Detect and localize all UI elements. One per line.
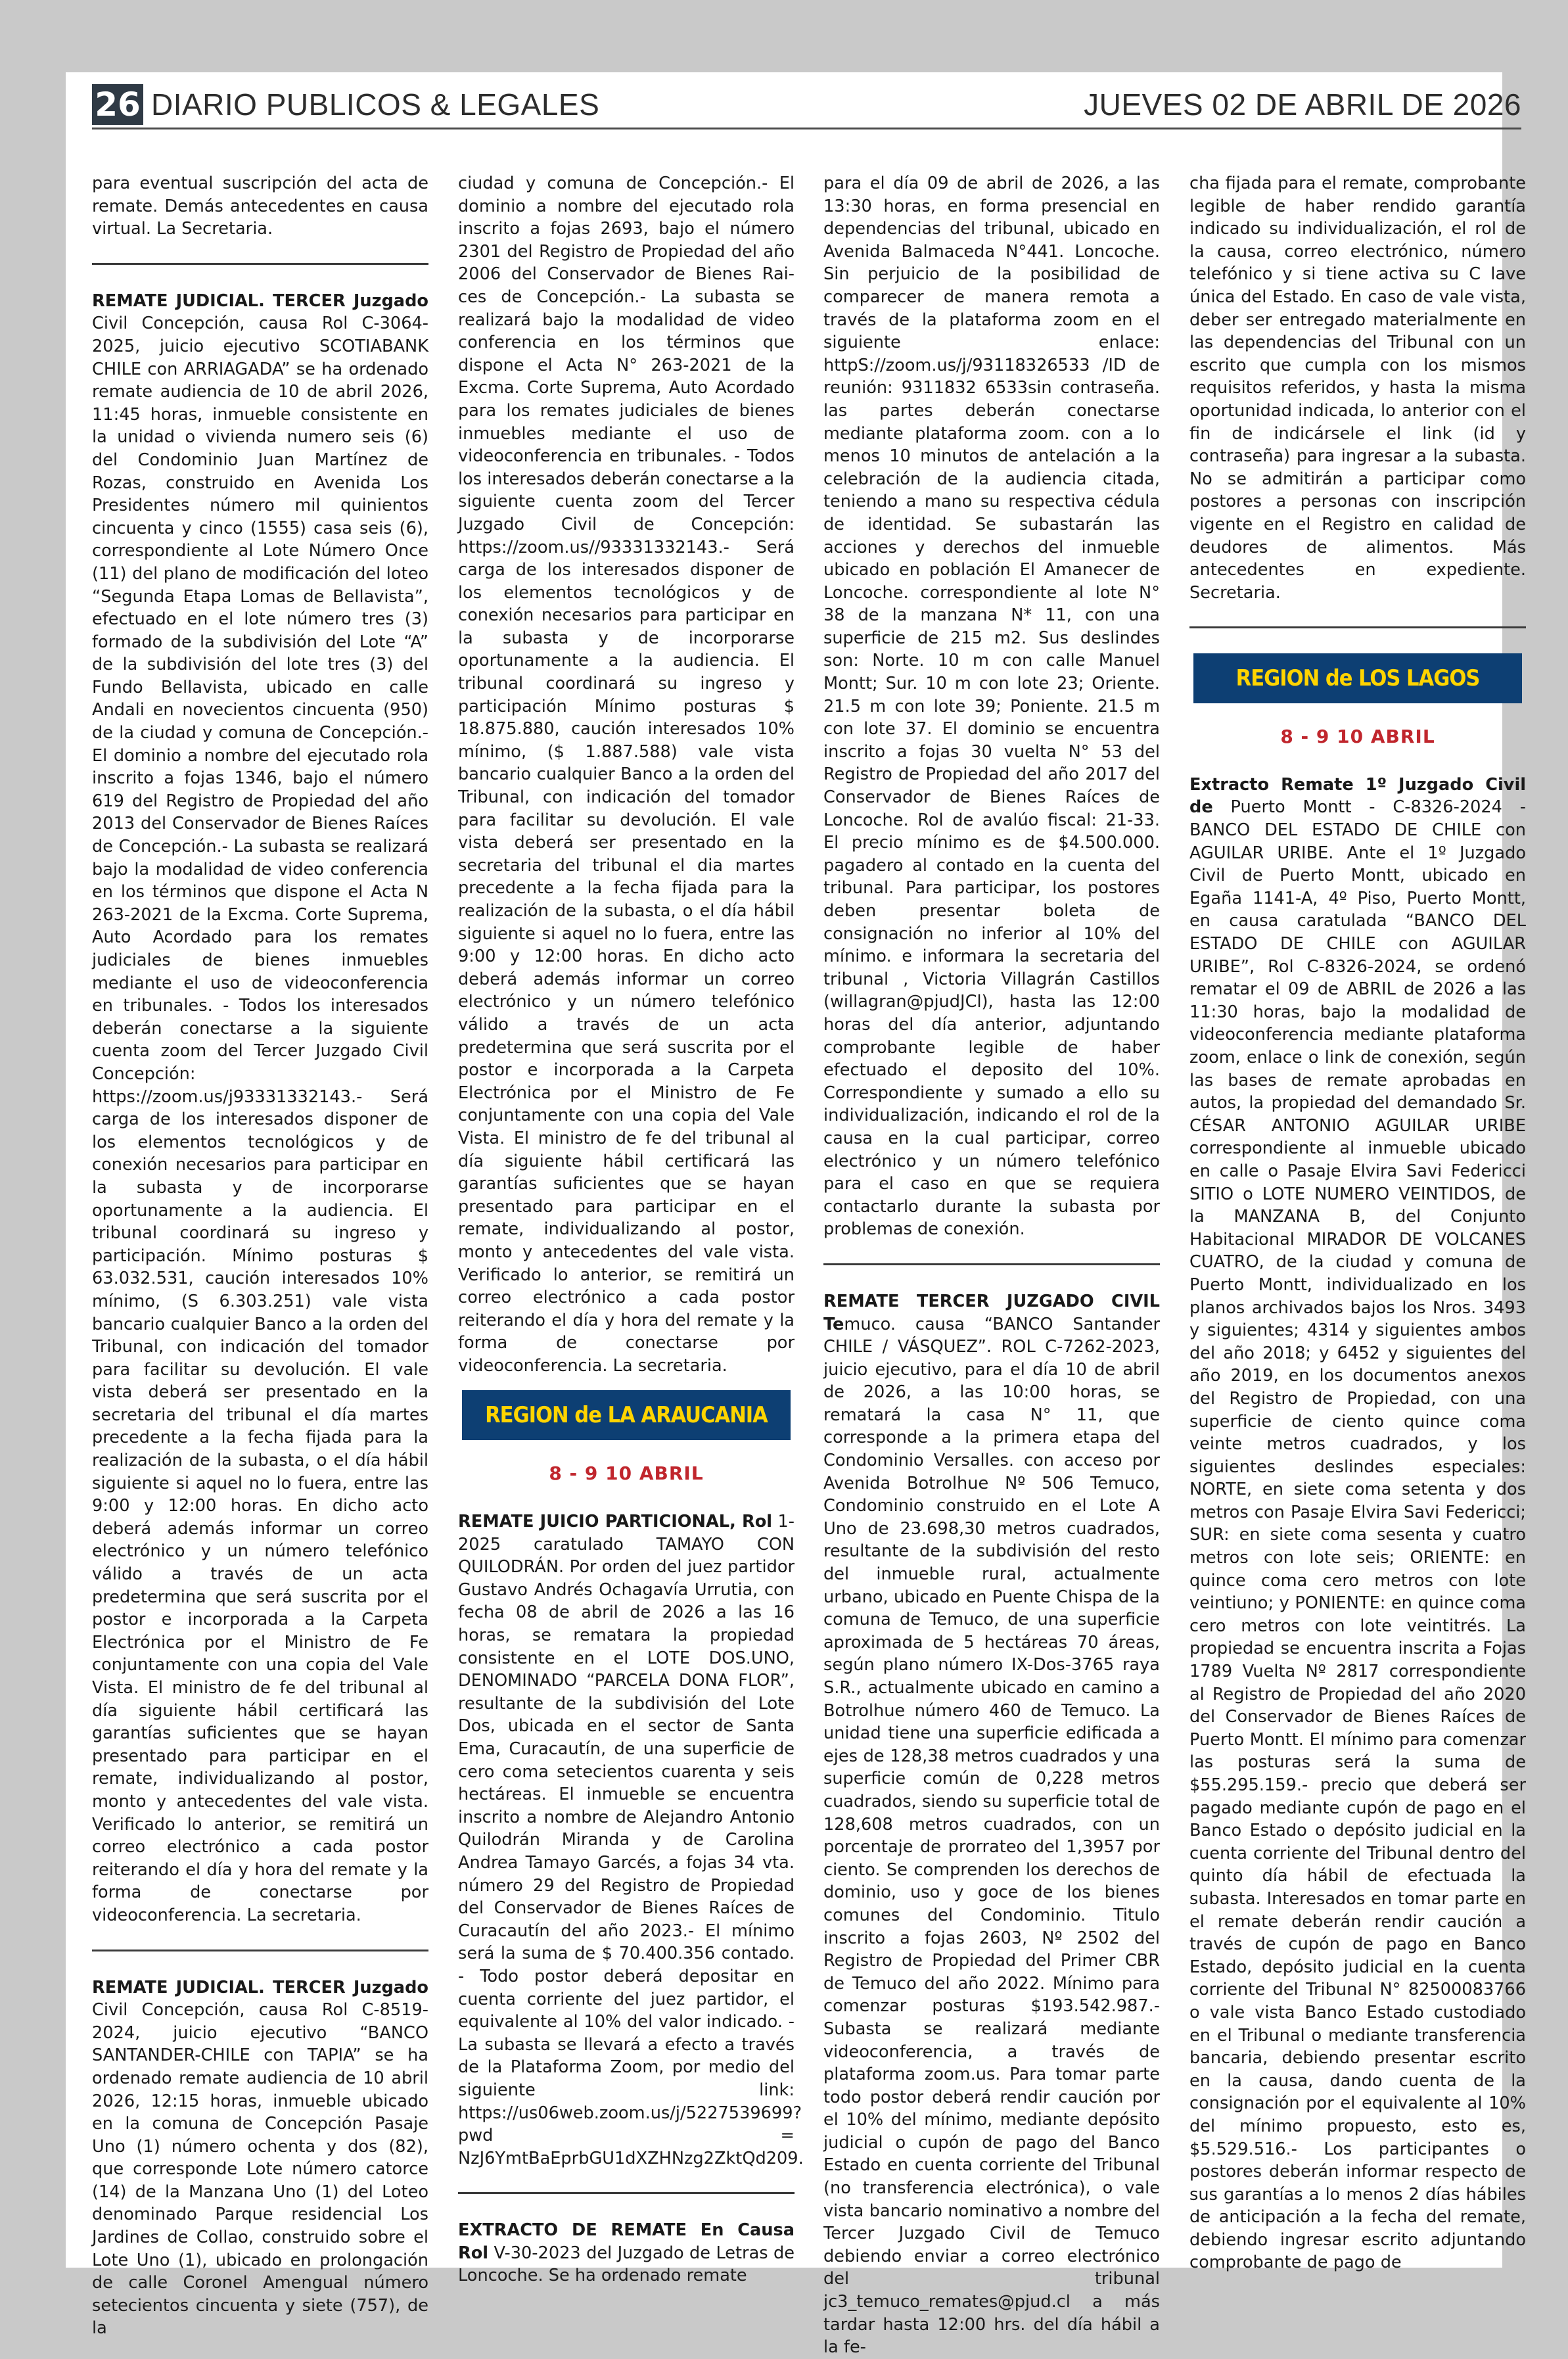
notice-separator [92,1950,428,1951]
region-dates: 8 - 9 10 ABRIL [1280,726,1435,748]
notice-separator [1189,626,1526,628]
issue-date: JUEVES 02 DE ABRIL DE 2026 [1084,87,1521,122]
region-dates: 8 - 9 10 ABRIL [549,1462,704,1485]
notice-separator [823,1263,1160,1265]
page-number: 26 [92,84,143,125]
notice-heading: REMATE JUDICIAL. TERCER Juzgado [92,1977,428,1997]
region-banner-los-lagos: REGION de LOS LAGOS [1193,653,1522,703]
column-4 [1189,172,1526,2273]
notice-continuation: cha fijada para el remate, comprobante legible de haber rendido garantía indicado su individualización, el rol de la causa, correo electrónico, número telefónico y si tiene activa su C lave única del Estado. En caso de vale vista, deber ser entregado materialmente en las dependencias del Tribunal con un escrito que cumpla con los mismos requisitos referidos, y hasta la misma oportunidad indicada, lo anterior con el fin de indicársele el link (id y contraseña) para ingresar a la subasta. No se admitirán a participar como postores a personas con inscripción vigente en el Registro en calidad de deudores de alimentos. Más antecedentes en expediente. Secretaria. [1189,174,1526,603]
region-banner-araucania: REGION de LA ARAUCANIA [462,1390,791,1440]
notice-remate-santander-tapia: REMATE JUDICIAL. TERCER Juzgado Civil Concepción, causa Rol C-8519-2024, juicio ejecutivo “BANCO SANTANDER-CHILE con TAPIA” se ha ordenado remate audiencia de 10 abril 2026, 12:15 horas, inmueble ubicado en la comuna de Concepción Pasaje Uno (1) número ochenta y dos (82), que corresponde Lote número catorce (14) de la Manzana Uno (1) del Loteo denominado Parque residencial Los Jardines de Collao, construido sobre el Lote Uno (1), ubicado en prolongación de calle Coronel Amengual número setecientos cincuenta y siete (757), de la [92,1977,428,2339]
notice-continuation: para el día 09 de abril de 2026, a las 13:30 horas, en forma presencial en dependencias del tribunal, ubicado en Avenida Balmaceda N°441. Loncoche. Sin perjuicio de la posibilidad de comparecer de manera remota a través de la plataforma zoom en el siguiente enlace: httpS://zoom.us/j/93118326533 /ID de reunión: 9311832 6533sin contraseña. las partes deberán conectarse mediante plataforma zoom. con a lo menos 10 minutos de antelación a la celebración de la audiencia citada, teniendo a mano su respectiva cédula de identidad. Se subastarán las acciones y derechos del inmueble ubicado en población El Amanecer de Loncoche. correspondiente al lote N° 38 de la manzana N* 11, con una superficie de 215 m2. Sus deslindes son: Norte. 10 m con calle Manuel Montt; Sur. 10 m con lote 23; Oriente. 21.5 m con lote 39; Poniente. 21.5 m con lote 37. El dominio se encuentra inscrito a fojas 30 vuelta N° 53 del Registro de Propiedad del año 2017 del Conservador de Bienes Raíces de Loncoche. Rol de avalúo fiscal: 21-33. El precio mínimo es de $4.500.000. pagadero al contado en la cuenta del tribunal. Para participar, los postores deben presentar boleta de consignación no inferior al 10% del mínimo. e informara la secretaria del tribunal , Victoria Villagrán Castillos (willagran@pjudJCl), hasta las 12:00 horas del día anterior, adjuntando comprobante legible de haber efectuado el deposito del 10%. Correspondiente y sumado a ello su individualización, indicando el rol de la causa en la cual participar, correo electrónico y un número telefónico para el caso en que se requiera contactarlo durante la subasta por problemas de conexión. [823,174,1160,1240]
notice-heading: REMATE JUICIO PARTICIONAL, Rol [458,1512,773,1532]
header-rule [92,128,1521,129]
notice-remate-particional: REMATE JUICIO PARTICIONAL, Rol 1-2025 caratulado TAMAYO CON QUILODRÁN. Por orden del juez partidor Gustavo Andrés Ochagavía Urrutia, con fecha 08 de abril de 2026 a las 16 horas, se rematara la propiedad consistente en el LOTE DOS.UNO, DENOMINADO “PARCELA DONA FLOR”, resultante de la subdivisión del Lote Dos, ubicada en el sector de Santa Ema, Curacautín, de una superficie de cero coma setecientos cuarenta y seis hectáreas. El inmueble se encuentra inscrito a nombre de Alejandro Antonio Quilodrán Miranda y de Carolina Andrea Tamayo Garcés, a fojas 34 vta. número 29 del Registro de Propiedad del Conservador de Bienes Raíces de Curacautín del año 2023.- El mínimo será la suma de $ 70.400.356 contado. - Todo postor deberá depositar en cuenta corriente del juez partidor, el equivalente al 10% del valor indicado. - La subasta se llevará a efecto a través de la Plataforma Zoom, por medio del siguiente link: https://us06web.zoom.us/j/5227539699? pwd = NzJ6YmtBaEprbGU1dXZHNzg2ZktQd209. [458,1512,804,2168]
notice-continuation: para eventual suscripción del acta de remate. Demás antecedentes en causa virtual. La Secretaria. [92,174,428,239]
page-header [92,84,1521,125]
notice-heading: Extracto Remate 1º Juzgado Civil de [1189,774,1526,818]
notice-heading: REMATE TERCER JUZGADO CIVIL Te [823,1291,1160,1334]
publication-name: DIARIO PUBLICOS & LEGALES [151,87,600,122]
notice-remate-temuco: REMATE TERCER JUZGADO CIVIL Temuco. causa “BANCO Santander CHILE / VÁSQUEZ”. ROL C-7262-2023, juicio ejecutivo, para el día 10 de abril de 2026, a las 10:00 horas, se rematará la casa N° 11, que corresponde a la primera etapa del Condominio Versalles. con acceso por Avenida Botrolhue Nº 506 Temuco, Condominio construido en el Lote A Uno de 23.698,30 metros cuadrados, resultante de la subdivisión del resto del inmueble rural, actualmente urbano, ubicado en Puente Chispa de la comuna de Temuco, de una superficie aproximada de 5 hectáreas 70 áreas, según plano número IX-Dos-3765 raya S.R., actualmente ubicado en camino a Botrolhue número 460 de Temuco. La unidad tiene una superficie edificada a ejes de 128,38 metros cuadrados y una superficie común de 0,228 metros cuadrados, siendo su superficie total de 128,608 metros cuadrados, con un porcentaje de prorrateo del 1,3957 por ciento. Se comprenden los derechos de dominio, uso y goce de los bienes comunes del Condominio. Titulo inscrito a fojas 2603, Nº 2502 del Registro de Propiedad del Primer CBR de Temuco del año 2022. Mínimo para comenzar posturas $193.542.987.- Subasta se realizará mediante videoconferencia, a través de plataforma zoom.us. Para tomar parte todo postor deberá rendir caución por el 10% del mínimo, mediante depósito judicial o cupón de pago del Banco Estado en cuenta corriente del Tribunal (no transferencia electrónica), o vale vista bancario nominativo a nombre del Tercer Juzgado Civil de Temuco debiendo enviar a correo electrónico del tribunal jc3_temuco_remates@pjud.cl a más tardar hasta 12:00 hrs. del día hábil a la fe- [823,1291,1160,2358]
notice-continuation: ciudad y comuna de Concepción.- El dominio a nombre del ejecutado rola inscrito a fojas 2693, bajo el número 2301 del Registro de Propiedad del año 2006 del Conservador de Bienes Rai-ces de Concepción.- La subasta se realizará bajo la modalidad de video conferencia en los términos que dispone el Acta N° 263-2021 de la Excma. Corte Suprema, Auto Acordado para los remates judiciales de bienes inmuebles mediante el uso de videoconferencia en tribunales. - Todos los interesados deberán conectarse a la siguiente cuenta zoom del Tercer Juzgado Civil de Concepción: https://zoom.us//93331332143.- Será carga de los interesados disponer de los elementos tecnológicos y de conexión necesarios para participar en la subasta y de incorporarse oportunamente a la audiencia. El tribunal coordinará su ingreso y participación Mínimo posturas $ 18.875.880, caución interesados 10% mínimo, ($ 1.887.588) vale vista bancario cualquier Banco a la orden del Tribunal, con indicación del tomador para facilitar su devolución. El vale vista deberá ser presentado en la secretaria del tribunal el dia martes precedente a la fecha fijada para la realización de la subasta, o el día hábil siguiente si aquel no lo fuera, entre las 9:00 y 12:00 horas. En dicho acto deberá además informar un correo electrónico y un número telefónico válido a través de un acta predetermina que será suscrita por el postor e incorporada a la Carpeta Electrónica por el Ministro de Fe conjuntamente con una copia del Vale Vista. El ministro de fe del tribunal al día siguiente hábil certificará las garantías suficientes que se hayan presentado para participar en el remate, individualizando al postor, monto y antecedentes del vale vista. Verificado lo anterior, se remitirá un correo electrónico a cada postor reiterando el día y hora del remate y la forma de conectarse por videoconferencia. La secretaria. [458,174,795,1376]
notice-remate-scotiabank: REMATE JUDICIAL. TERCER Juzgado Civil Concepción, causa Rol C-3064-2025, juicio ejecutivo SCOTIABANK CHILE con ARRIAGADA” se ha ordenado remate audiencia de 10 de abril 2026, 11:45 horas, inmueble consistente en la unidad o vivienda numero seis (6) del Condominio Juan Martínez de Rozas, construido en Avenida Los Presidentes número mil quinientos cincuenta y cinco (1555) casa seis (6), correspondiente al Lote Número Once (11) del plano de modificación del loteo “Segunda Etapa Lomas de Bellavista”, efectuado en el lote número tres (3) formado de la subdivisión del Lote “A” de la subdivisión del lote tres (3) del Fundo Bellavista, ubicado en calle Andali en novecientos cincuenta (950) de la ciudad y comuna de Concepción.- El dominio a nombre del ejecutado rola inscrito a fojas 1346, bajo el número 619 del Registro de Propiedad del año 2013 del Conservador de Bienes Raíces de Concepción.- La subasta se realizará bajo la modalidad de video conferencia en los términos que dispone el Acta N 263-2021 de la Excma. Corte Suprema, Auto Acordado para los remates judiciales de bienes inmuebles mediante el uso de videoconferencia en tribunales. - Todos los interesados deberán conectarse a la siguiente cuenta zoom del Tercer Juzgado Civil Concepción: https://zoom.us/j93331332143.- Será carga de los interesados disponer de los elementos tecnológicos y de conexión necesarios para participar en la subasta y de incorporarse oportunamente a la audiencia. El tribunal coordinará su ingreso y participación. Mínimo posturas $ 63.032.531, caución interesados 10% mínimo, (S 6.303.251) vale vista bancario cualquier Banco a la orden del Tribunal, con indicación del tomador para facilitar su devolución. El vale vista deberá ser presentado en la secretaria del tribunal el día martes precedente a la fecha fijada para la realización de la subasta, o el día hábil siguiente si aquel no lo fuera, entre las 9:00 y 12:00 horas. En dicho acto deberá además informar un correo electrónico y un número telefónico válido a través de un acta predetermina que será suscrita por el postor e incorporada a la Carpeta Electrónica por el Ministro de Fe conjuntamente con una copia del Vale Vista. El ministro de fe del tribunal al día siguiente hábil certificará las garantías suficientes que se hayan presentado para participar en el remate, individualizando al postor, monto y antecedentes del vale vista. Verificado lo anterior, se remitirá un correo electrónico a cada postor reiterando el día y hora del remate y la forma de conectarse por videoconferencia. La secretaria. [92,291,428,1925]
notice-separator [92,263,428,265]
column-2 [458,172,804,2286]
notice-heading: REMATE JUDICIAL. TERCER Juzgado [92,291,428,311]
notice-extracto-puerto-montt: Extracto Remate 1º Juzgado Civil de Puerto Montt - C-8326-2024 - BANCO DEL ESTADO DE CHILE con AGUILAR URIBE. Ante el 1º Juzgado Civil de Puerto Montt, ubicado en Egaña 1141-A, 4º Piso, Puerto Montt, en causa caratulada “BANCO DEL ESTADO DE CHILE con AGUILAR URIBE”, Rol C-8326-2024, se ordenó rematar el 09 de ABRIL de 2026 a las 11:30 horas, bajo la modalidad de videoconferencia mediante plataforma zoom, enlace o link de conexión, según las bases de remate aprobadas en autos, la propiedad del demandado Sr. CÉSAR ANTONIO AGUILAR URIBE correspondiente al inmueble ubicado en calle o Pasaje Elvira Savi Federicci SITIO o LOTE NUMERO VEINTIDOS, de la MANZANA B, del Conjunto Habitacional MIRADOR DE VOLCANES CUATRO, de la ciudad y comuna de Puerto Montt, individualizado en los planos archivados bajos los Nros. 3493 y siguientes; 4314 y siguientes ambos del año 2018; y 6452 y siguientes del año 2019, en los documentos anexos del Registro de Propiedad, con una superficie de ciento quince coma veinte metros cuadrados, y los siguientes deslindes especiales: NORTE, en siete coma setenta y dos metros con Pasaje Elvira Savi Federicci; SUR: en siete coma sesenta y cuatro metros con lote seis; ORIENTE: en quince coma cero metros con lote veintiuno; y PONIENTE: en quince coma cero metros con lote veintitrés. La propiedad se encuentra inscrita a Fojas 1789 Vuelta Nº 2817 correspondiente al Registro de Propiedad del año 2020 del Conservador de Bienes Raíces de Puerto Montt. El mínimo para comenzar las posturas será la suma de $55.295.159.- precio que deberá ser pagado mediante cupón de pago en el Banco Estado o depósito judicial en la cuenta corriente del Tribunal dentro del quinto día hábil de efectuada la subasta. Interesados en tomar parte en el remate deberán rendir caución a través de cupón de pago en Banco Estado, depósito judicial en la cuenta corriente del Tribunal N° 82500083766 o vale vista Banco Estado custodiado en el Tribunal o mediante transferencia bancaria, debiendo presentar escrito en la causa, dando cuenta de la consignación por el equivalente al 10% del mínimo propuesto, esto es, $5.529.516.- Los participantes o postores deberán informar respecto de sus garantías a lo menos 2 días hábiles de anticipación a la fecha del remate, debiendo ingresar escrito adjuntando comprobante de pago de [1189,774,1526,2273]
notice-separator [458,2192,795,2194]
column-1 [92,172,428,2339]
notice-extracto-loncoche: EXTRACTO DE REMATE En Causa Rol V-30-2023 del Juzgado de Letras de Loncoche. Se ha ordenado remate [458,2220,795,2286]
column-3 [823,172,1160,2358]
notice-heading: EXTRACTO DE REMATE En Causa Rol [458,2220,795,2263]
